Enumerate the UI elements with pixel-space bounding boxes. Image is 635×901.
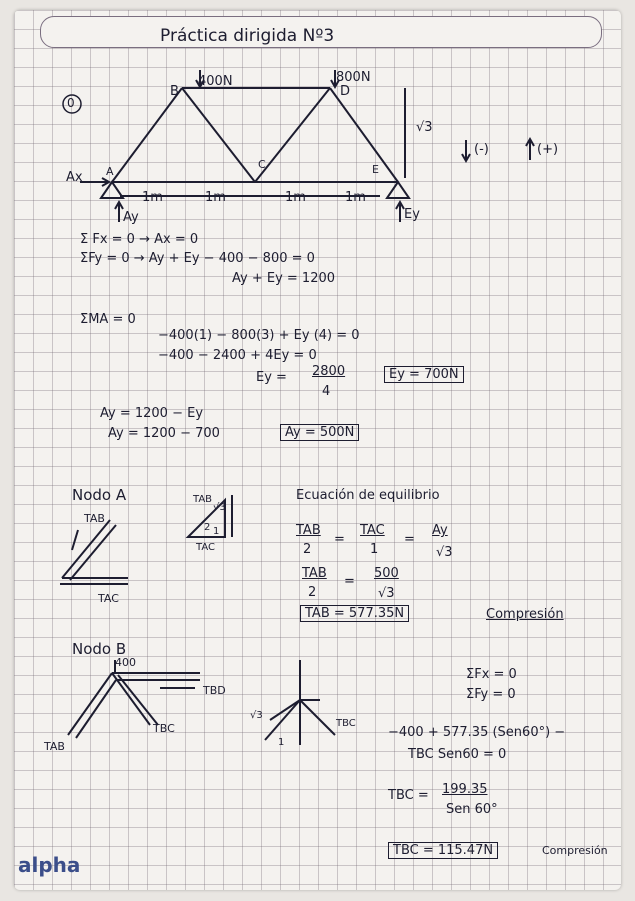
reaction-ey: Ey [404, 207, 420, 222]
nodo-b-tbc: TBC [153, 722, 175, 735]
ratio1-n3: Ay [432, 523, 448, 538]
nodo-b-result: TBC = 115.47N [388, 842, 498, 859]
tri-a-tab: TAB [193, 494, 213, 505]
ratio1-n2: TAC [360, 523, 385, 538]
span-4: 1m [345, 190, 366, 205]
tri-a-tac: TAC [196, 542, 215, 553]
eq-fy2: Ay + Ey = 1200 [232, 271, 336, 286]
eq-ma: ΣMA = 0 [80, 312, 136, 327]
ratio1-d2: 1 [370, 542, 379, 557]
member-ab [112, 88, 182, 182]
eq-ey-result: Ey = 700N [384, 366, 464, 383]
span-1: 1m [142, 190, 163, 205]
eq-title: Ecuación de equilibrio [296, 488, 440, 503]
tri-a-two: 2 [204, 522, 211, 533]
label-node-a: A [106, 165, 114, 178]
eq-ay2: Ay = 1200 − 700 [108, 426, 220, 441]
nodo-b-fy: ΣFy = 0 [466, 687, 516, 702]
nodo-b-title: Nodo B [72, 640, 127, 658]
eq-ay1: Ay = 1200 − Ey [100, 406, 204, 421]
tri-a-root: √3 [213, 502, 226, 513]
ratio2-d2: √3 [378, 586, 395, 601]
member-de [330, 88, 398, 182]
eq-ay-result: Ay = 500N [280, 424, 359, 441]
load-b: 400N [198, 74, 233, 89]
label-node-b: B [170, 84, 179, 99]
label-node-d: D [340, 84, 351, 99]
brand-logo: alpha [18, 853, 81, 877]
sign-plus: (+) [537, 142, 559, 157]
ratio1-eq1: = [334, 532, 345, 547]
nodo-b-tab: TAB [44, 740, 65, 753]
tri-b-root: √3 [250, 710, 263, 721]
reaction-ax: Ax [66, 170, 83, 185]
nodo-b-eq2: TBC Sen60 = 0 [408, 747, 507, 762]
eq-ma2: −400 − 2400 + 4Ey = 0 [158, 348, 317, 363]
nodo-a-result: TAB = 577.35N [300, 605, 409, 622]
ratio2-n2: 500 [374, 566, 399, 581]
ratio1-d3: √3 [436, 545, 453, 560]
height-label: √3 [416, 120, 433, 135]
eq-ma1: −400(1) − 800(3) + Ey (4) = 0 [158, 328, 360, 343]
ratio1-n1: TAB [296, 523, 321, 538]
ratio1-d1: 2 [303, 542, 312, 557]
page-title: Práctica dirigida Nº3 [160, 26, 335, 46]
support-e [387, 182, 409, 198]
nodo-b-tbc-num: 199.35 [442, 782, 488, 797]
tri-b-one: 1 [278, 737, 285, 748]
eq-ey-lhs: Ey = [256, 370, 287, 385]
nodo-b-tbc-den: Sen 60° [446, 802, 498, 817]
tri-b-tbc: TBC [336, 718, 356, 729]
nodo-a-tac: TAC [98, 592, 119, 605]
eq-fy: ΣFy = 0 → Ay + Ey − 400 − 800 = 0 [80, 251, 315, 266]
nodo-b-tbd: TBD [203, 684, 226, 697]
reaction-ay: Ay [123, 210, 139, 225]
nodo-a-state: Compresión [486, 607, 564, 622]
eq-ey-num: 2800 [312, 364, 346, 379]
eq-fx: Σ Fx = 0 → Ax = 0 [80, 232, 199, 247]
member-bc [182, 88, 255, 182]
sign-minus: (-) [474, 142, 489, 157]
member-cd [255, 88, 330, 182]
eq-ey-den: 4 [322, 384, 331, 399]
label-node-e: E [372, 163, 379, 176]
load-d: 800N [336, 70, 371, 85]
span-3: 1m [285, 190, 306, 205]
ratio2-d1: 2 [308, 585, 317, 600]
problem-number: 0 [67, 96, 75, 110]
nodo-b-load: 400 [115, 656, 136, 669]
ratio2-eq: = [344, 574, 355, 589]
nodo-b-eq1: −400 + 577.35 (Sen60°) − [388, 725, 566, 740]
span-2: 1m [205, 190, 226, 205]
nodo-a-tab: TAB [84, 512, 105, 525]
ratio2-n1: TAB [302, 566, 327, 581]
label-node-c: C [258, 158, 266, 171]
ratio1-eq2: = [404, 532, 415, 547]
nodo-a-title: Nodo A [72, 486, 127, 504]
nodo-b-state: Compresión [542, 844, 608, 857]
nodo-b-tbc-lhs: TBC = [388, 788, 429, 803]
nodo-b-fx: ΣFx = 0 [466, 667, 517, 682]
tri-a-one: 1 [213, 526, 220, 537]
